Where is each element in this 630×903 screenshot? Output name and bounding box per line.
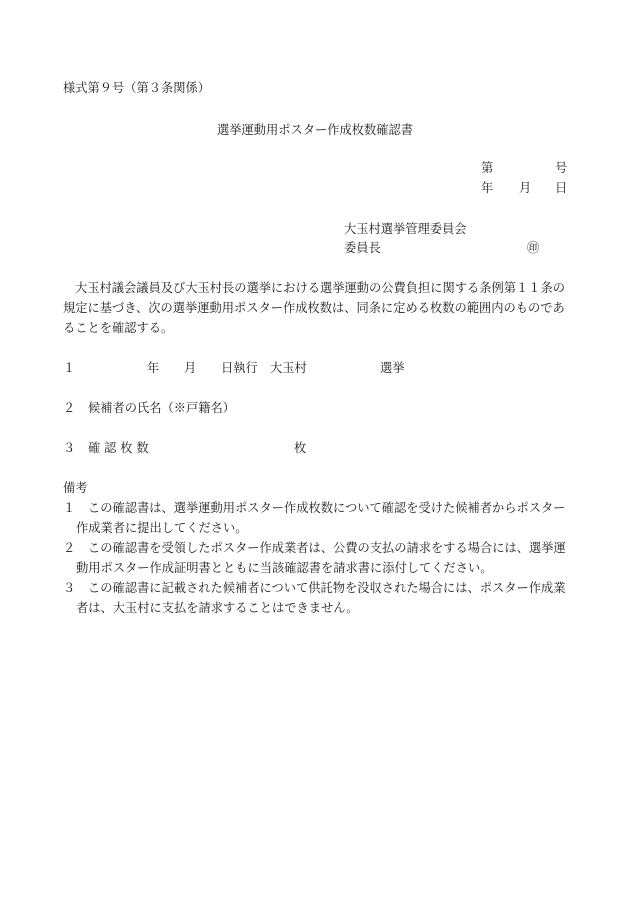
item-label: 候補者の氏名（※戸籍名） [88,401,235,415]
item-number: ２ [63,401,76,415]
body-line: ることを確認する。 [63,321,174,335]
note-line: この確認書に記載された候補者について供託物を没収された場合には、ポスター作成業 [88,581,566,595]
item-label: 確 認 枚 数 [88,441,149,455]
item-unit-label: 枚 [294,441,307,455]
date-day-label: 日 [555,181,568,195]
note-line: 動用ポスター作成証明書とともに当該確認書を請求書に添付してください。 [76,561,493,575]
item-election-label: 選挙 [380,361,405,375]
note-line: 者は、大玉村に支払を請求することはできません。 [76,601,359,615]
note-line: 作成業者に提出してください。 [76,521,248,535]
notes-heading: 備考 [63,481,88,495]
date-month-label: 月 [519,181,532,195]
body-line: 大玉村議会議員及び大玉村長の選挙における選挙運動の公費負担に関する条例第１１条の [75,281,565,295]
item-month-label: 月 [184,361,197,375]
item-number: １ [63,361,76,375]
note-line: この確認書を受領したポスター作成業者は、公費の支払の請求をする場合には、選挙運 [88,541,566,555]
note-number: ２ [63,541,76,555]
issuer-chair: 委員長 [344,241,381,255]
document-title: 選挙運動用ポスター作成枚数確認書 [217,123,413,137]
doc-number-suffix: 号 [555,161,568,175]
note-number: ３ [63,581,76,595]
item-day-executed-label: 日執行 [221,361,258,375]
item-number: ３ [63,441,76,455]
item-village-name: 大玉村 [270,361,307,375]
note-line: この確認書は、選挙運動用ポスター作成枚数について確認を受けた候補者からポスター [88,501,566,515]
note-number: １ [63,501,76,515]
seal-mark: ㊞ [527,241,540,255]
doc-number-prefix: 第 [481,161,494,175]
form-label: 様式第９号（第３条関係） [63,81,210,95]
issuer-committee: 大玉村選挙管理委員会 [344,222,467,236]
date-year-label: 年 [481,181,494,195]
body-line: 規定に基づき、次の選挙運動用ポスター作成枚数は、同条に定める枚数の範囲内のものであ [63,301,565,315]
item-year-label: 年 [147,361,160,375]
